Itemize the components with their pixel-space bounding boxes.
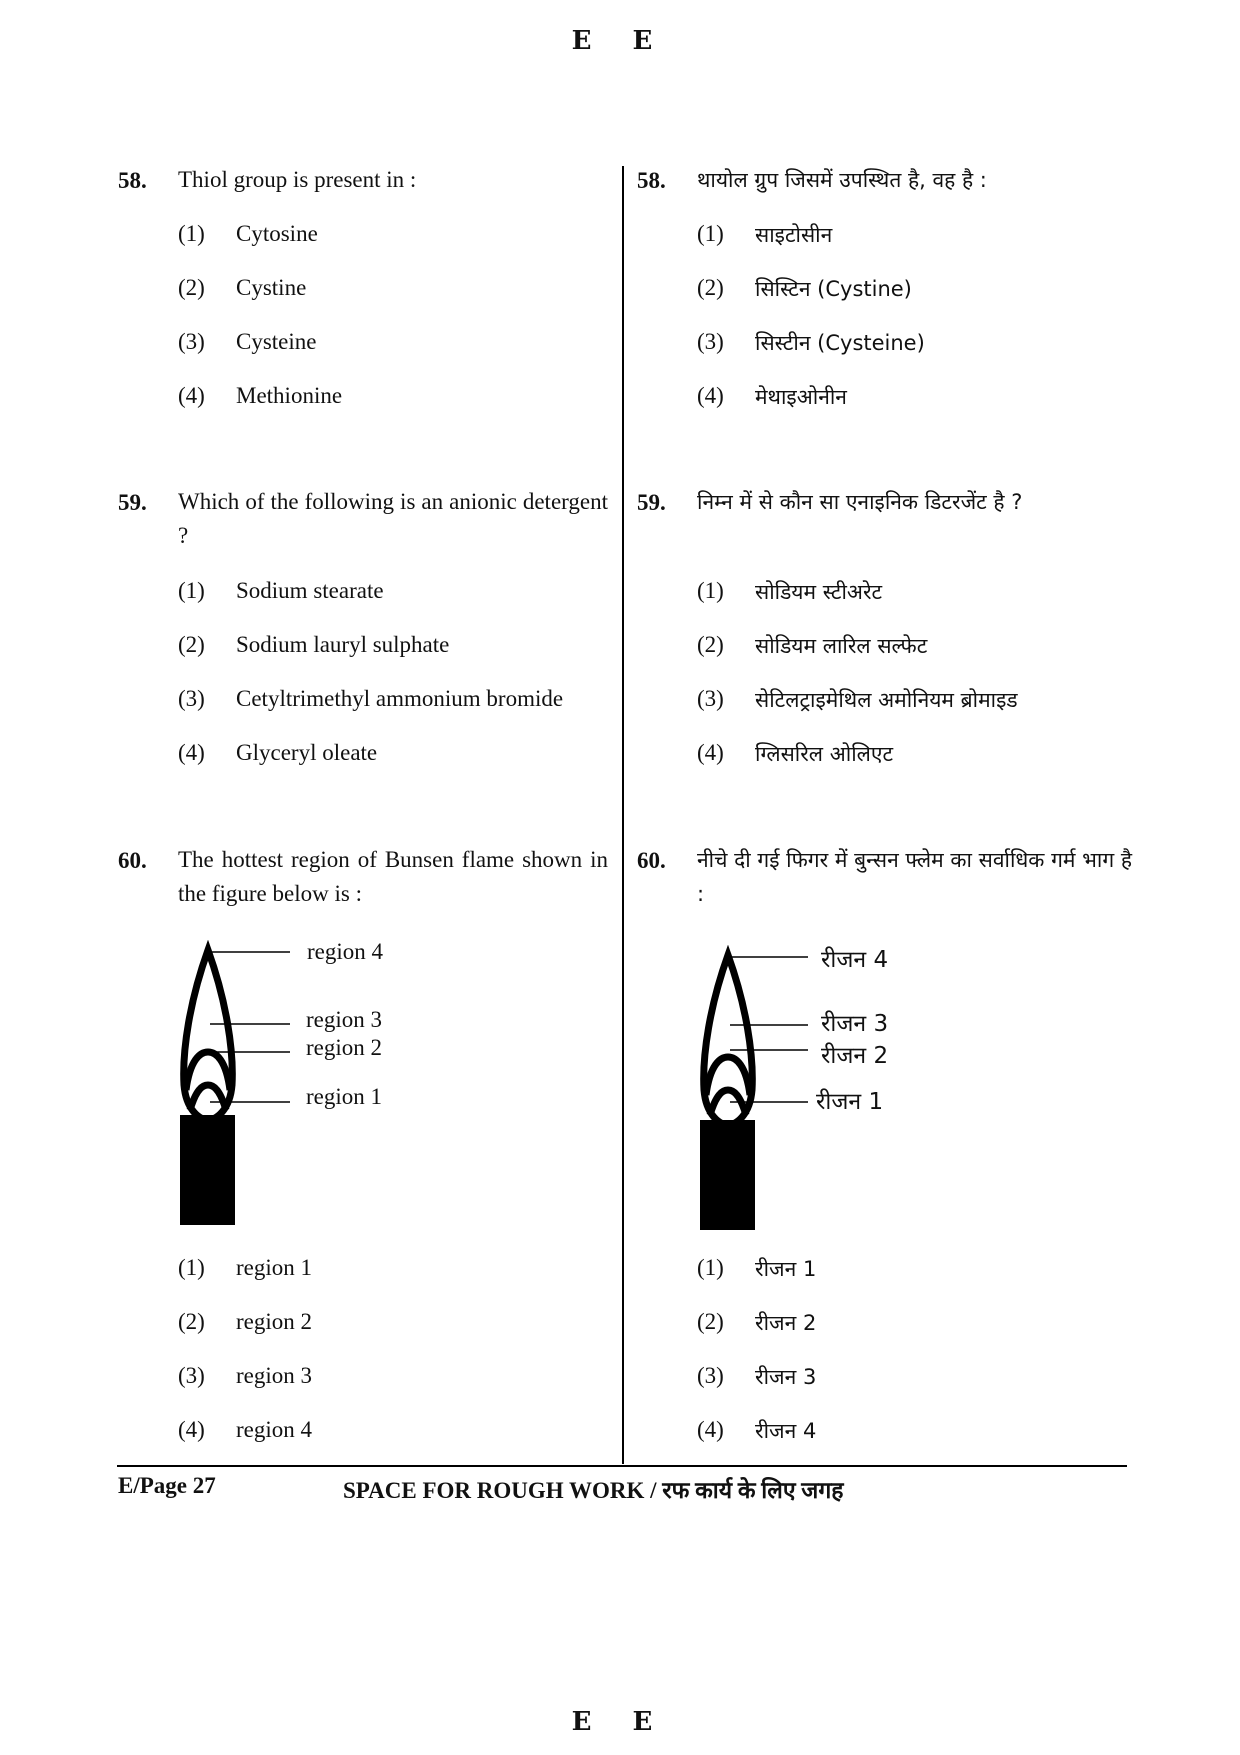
option-number: (4): [697, 740, 724, 765]
bunsen-flame-figure: [690, 945, 930, 1235]
option-number: (1): [697, 221, 724, 246]
option-text: Sodium lauryl sulphate: [236, 632, 450, 657]
region-2-label: रीजन 2: [821, 1043, 889, 1069]
option-number: (2): [697, 632, 724, 657]
option-number: (3): [697, 686, 724, 711]
option-number: (4): [178, 1417, 205, 1442]
option-text: region 4: [236, 1417, 313, 1442]
option-text: region 2: [236, 1309, 313, 1334]
option-number: (1): [178, 1255, 205, 1280]
option-text: साइटोसीन: [755, 223, 833, 247]
page-number: E/Page 27: [118, 1473, 216, 1498]
region-3-label: रीजन 3: [821, 1011, 889, 1037]
outer-flame: [184, 950, 233, 1120]
option-text: Cystine: [236, 275, 307, 300]
option-text: सेटिलट्राइमेथिल अमोनियम ब्रोमाइड: [755, 688, 1018, 712]
option-text: सोडियम स्टीअरेट: [755, 580, 883, 604]
option-number: (4): [178, 383, 205, 408]
rough-work-label: SPACE FOR ROUGH WORK / रफ कार्य के लिए जगह: [343, 1478, 844, 1503]
option-number: (2): [178, 275, 205, 300]
option-number: (1): [178, 578, 205, 603]
option-text: Cytosine: [236, 221, 318, 246]
region-1-label: region 1: [306, 1084, 383, 1109]
footer-mark: E E: [571, 1707, 669, 1737]
column-divider: [622, 166, 624, 1464]
footer-divider: [117, 1465, 1127, 1467]
region-4-label: रीजन 4: [821, 947, 889, 973]
option-number: (1): [697, 578, 724, 603]
question-text: नीचे दी गई फिगर में बुन्सन फ्लेम का सर्वाधिक गर्म भाग है :: [697, 848, 1133, 906]
question-number: 60.: [118, 848, 147, 873]
option-number: (2): [697, 275, 724, 300]
question-number: 60.: [637, 848, 666, 873]
option-text: Sodium stearate: [236, 578, 384, 603]
region-1-label: रीजन 1: [816, 1089, 884, 1115]
option-number: (3): [697, 1363, 724, 1388]
option-text: रीजन 3: [755, 1365, 817, 1389]
option-text: region 3: [236, 1363, 313, 1388]
option-number: (3): [178, 329, 205, 354]
option-text: मेथाइओनीन: [755, 385, 847, 409]
option-text: सिस्टिन (Cystine): [755, 277, 912, 301]
question-number: 59.: [637, 490, 666, 515]
burner-tube: [700, 1120, 755, 1230]
burner-tube: [180, 1115, 235, 1225]
question-number: 59.: [118, 490, 147, 515]
option-text: रीजन 4: [755, 1419, 817, 1443]
option-number: (2): [697, 1309, 724, 1334]
option-text: Methionine: [236, 383, 343, 408]
inner-flame: [190, 1085, 226, 1110]
option-text: सोडियम लारिल सल्फेट: [755, 634, 928, 658]
header-mark: E E: [571, 26, 669, 56]
question-text: Which of the following is an anionic detergent ?: [178, 489, 608, 548]
option-number: (4): [178, 740, 205, 765]
region-3-label: region 3: [306, 1007, 383, 1032]
option-number: (4): [697, 1417, 724, 1442]
question-text: थायोल ग्रुप जिसमें उपस्थित है, वह है :: [697, 168, 987, 192]
option-number: (1): [178, 221, 205, 246]
option-text: Glyceryl oleate: [236, 740, 378, 765]
option-text: सिस्टीन (Cysteine): [755, 331, 925, 355]
option-text: ग्लिसरिल ओलिएट: [755, 742, 894, 766]
option-number: (2): [178, 632, 205, 657]
option-text: रीजन 2: [755, 1311, 817, 1335]
option-number: (3): [178, 1363, 205, 1388]
question-text: Thiol group is present in :: [178, 167, 417, 192]
question-number: 58.: [637, 168, 666, 193]
option-text: Cetyltrimethyl ammonium bromide: [236, 686, 564, 711]
option-text: रीजन 1: [755, 1257, 817, 1281]
question-text: निम्न में से कौन सा एनाइनिक डिटरजेंट है ?: [697, 490, 1023, 514]
question-number: 58.: [118, 168, 147, 193]
option-number: (2): [178, 1309, 205, 1334]
option-number: (1): [697, 1255, 724, 1280]
outer-flame: [704, 955, 753, 1125]
option-number: (3): [178, 686, 205, 711]
option-text: Cysteine: [236, 329, 317, 354]
region-2-label: region 2: [306, 1035, 383, 1060]
question-text: The hottest region of Bunsen flame shown in the figure below is :: [178, 847, 608, 906]
option-text: region 1: [236, 1255, 313, 1280]
option-number: (3): [697, 329, 724, 354]
option-number: (4): [697, 383, 724, 408]
region-4-label: region 4: [307, 939, 384, 964]
